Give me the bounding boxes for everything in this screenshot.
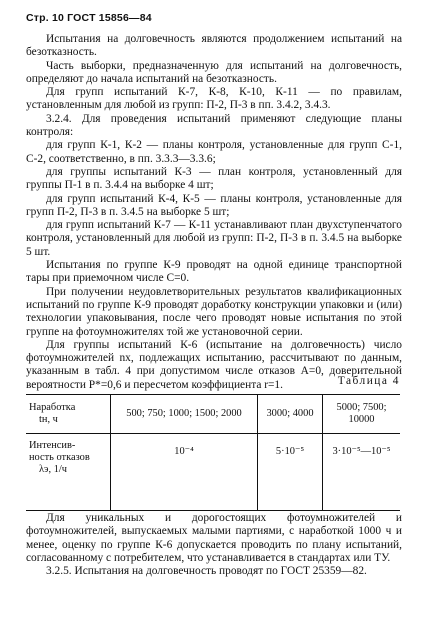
paragraph: Для групп испытаний К-7, К-8, К-10, К-11 — по правилам, установленным для любой из групп: П-2, П-3 в пп. 3.4.2, 3.4.3.: [26, 86, 402, 112]
table-header-cell: 5000; 7500; 10000: [323, 395, 401, 434]
table-header-cell: 500; 750; 1000; 1500; 2000: [111, 395, 258, 434]
body-text: [26, 33, 402, 392]
tail-text: [26, 512, 402, 578]
table-caption: Таблица 4: [337, 375, 400, 387]
paragraph: для групп К-1, К-2 — планы контроля, установленные для групп С-1, С-2, соответственно, в пп. 3.3.3—3.3.6;: [26, 139, 402, 165]
paragraph: 3.2.4. Для проведения испытаний применяют следующие планы контроля:: [26, 112, 402, 139]
paragraph: Для уникальных и дорогостоящих фотоумножителей и фотоумножителей, выпускаемых малыми партиями, с наработкой 1000 ч и менее, оценку по группе К-6 допускается проводить по плану испытаний, согласованному с потребителем, что устанавливается в стандартах или ТУ.: [26, 512, 402, 564]
page-header: Стр. 10 ГОСТ 15856—84: [26, 12, 152, 24]
paragraph: для групп испытаний К-4, К-5 — планы контроля, установленные для групп П-2, П-3 в п. 3.4.5 на выборке 5 шт;: [26, 192, 402, 218]
paragraph: Для группы испытаний К-6 (испытание на долговечность) число фотоумножителей nx, подлежащих испытанию, рассчитывают по данным, указанным в табл. 4 при допустимом числе отказов A=0, доверительной вероятности P*=0,6 и пересчетом коэффициента r=1.: [26, 338, 402, 391]
paragraph: 3.2.5. Испытания на долговечность проводят по ГОСТ 25359—82.: [46, 565, 367, 578]
paragraph: для группы испытаний К-3 — план контроля, установленный для группы П-1 в п. 3.4.4 на выборке 4 шт;: [26, 165, 402, 192]
table-cell: 5·10⁻⁵: [258, 434, 323, 511]
table-header-label: Наработка tн, ч: [26, 395, 111, 434]
table-row: [26, 434, 400, 511]
paragraph: Часть выборки, предназначенную для испытаний на долговечность, определяют до начала испытаний на безотказность.: [26, 59, 402, 85]
paragraph: Испытания по группе К-9 проводят на одной единице транспортной тары при приемочном числе C=0.: [26, 259, 402, 285]
table-row-label: Интенсив- ность отказов λэ, 1/ч: [26, 434, 111, 511]
paragraph: для групп испытаний К-7 — К-11 устанавливают план двухступенчатого контроля, установленный для любой из групп: П-2, П-3 в п. 3.4.5 на выборке 5 шт.: [26, 219, 402, 258]
paragraph: При получении неудовлетворительных результатов квалификационных испытаний по группе К-9 проводят доработку конструкции упаковки и (или) технологии упаковывания, после чего проводят новые испытания по этой группе на фотоумножителях той же установочной серии.: [26, 285, 402, 338]
table-cell: 10⁻⁴: [111, 434, 258, 511]
table-header-cell: 3000; 4000: [258, 395, 323, 434]
table-cell: 3·10⁻⁵—10⁻⁵: [323, 434, 401, 511]
paragraph: Испытания на долговечность являются продолжением испытаний на безотказность.: [26, 33, 402, 59]
table-header-row: [26, 395, 400, 434]
table-4: [26, 394, 400, 511]
